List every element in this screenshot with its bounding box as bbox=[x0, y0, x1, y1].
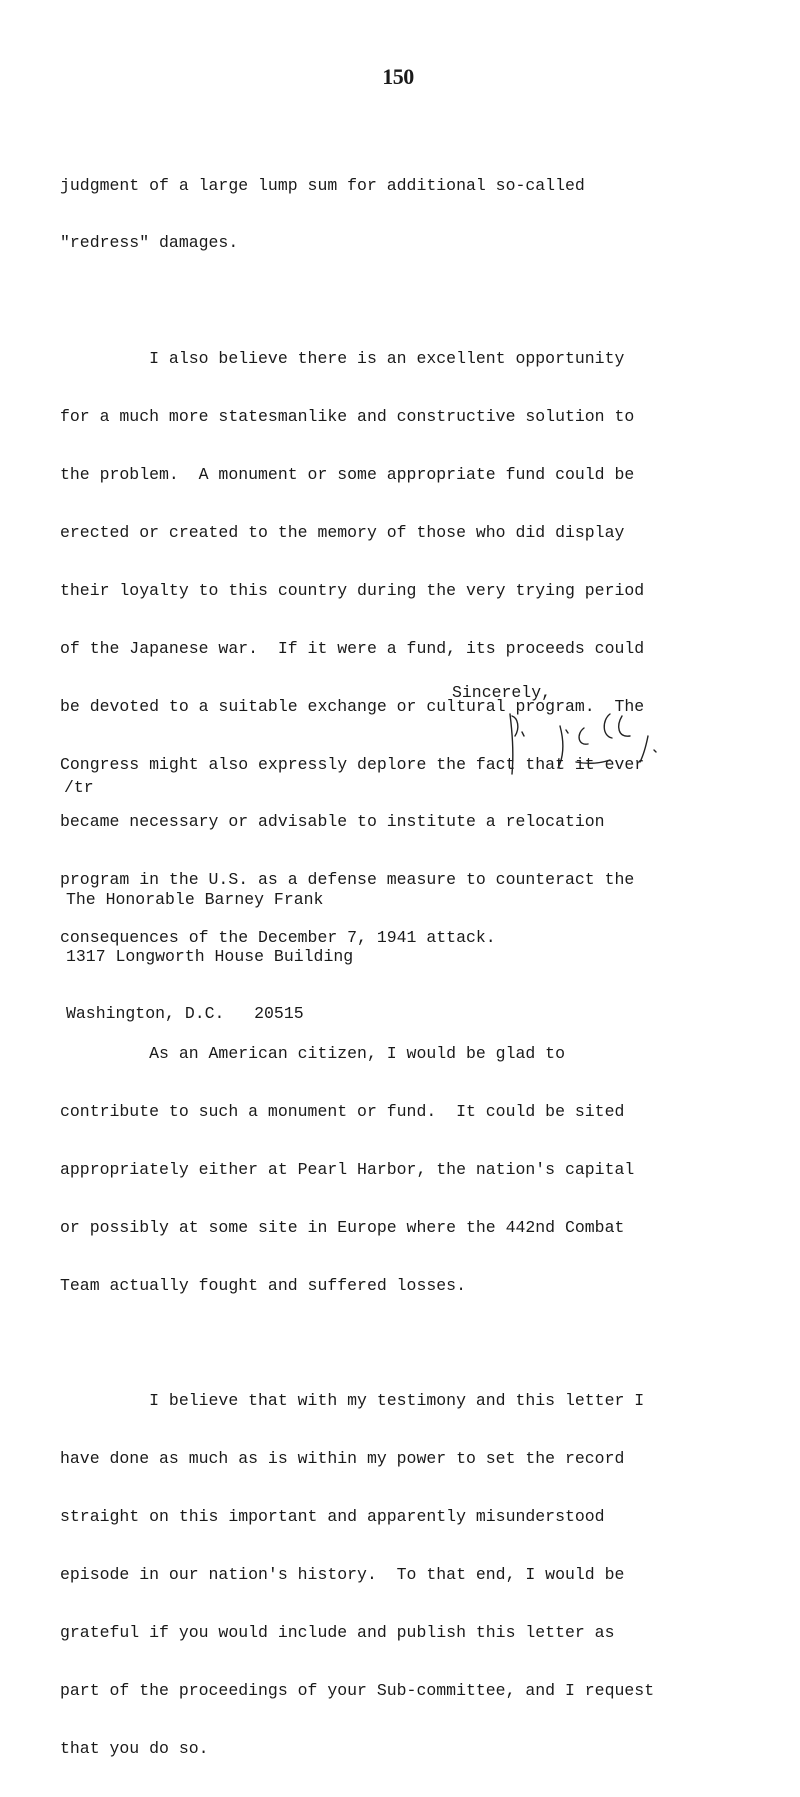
text-line: episode in our nation's history. To that end, I would be bbox=[60, 1564, 625, 1584]
text-line: consequences of the December 7, 1941 attack. bbox=[60, 928, 496, 948]
text-line: erected or created to the memory of those who did display bbox=[60, 522, 625, 542]
handwritten-signature bbox=[498, 706, 698, 786]
text-line: for a much more statesmanlike and constructive solution to bbox=[60, 407, 635, 427]
closing: Sincerely, bbox=[452, 683, 552, 702]
text-line: As an American citizen, I would be glad to bbox=[60, 1043, 565, 1063]
typist-initials: /tr bbox=[64, 778, 94, 797]
paragraph-testimony bbox=[60, 1353, 760, 1797]
paragraph-american-citizen bbox=[60, 1005, 760, 1333]
text-line: the problem. A monument or some appropriate fund could be bbox=[60, 465, 635, 485]
text-line: judgment of a large lump sum for additional so-called bbox=[60, 175, 585, 195]
text-line: part of the proceedings of your Sub-committee, and I request bbox=[60, 1680, 655, 1700]
text-line: that you do so. bbox=[60, 1738, 209, 1758]
recipient-address bbox=[66, 852, 353, 1042]
text-line: or possibly at some site in Europe where the 442nd Combat bbox=[60, 1217, 625, 1237]
recipient-city: Washington, D.C. 20515 bbox=[66, 1004, 304, 1023]
text-line: I also believe there is an excellent opportunity bbox=[60, 349, 625, 369]
text-line: I believe that with my testimony and this letter I bbox=[60, 1391, 645, 1411]
text-line: appropriately either at Pearl Harbor, the nation's capital bbox=[60, 1159, 635, 1179]
text-line: have done as much as is within my power to set the record bbox=[60, 1449, 625, 1469]
text-line: contribute to such a monument or fund. It could be sited bbox=[60, 1101, 625, 1121]
text-line: their loyalty to this country during the very trying period bbox=[60, 580, 645, 600]
text-line: Congress might also expressly deplore the fact that it ever bbox=[60, 754, 645, 774]
page-number: 150 bbox=[382, 64, 414, 89]
text-line: of the Japanese war. If it were a fund, its proceeds could bbox=[60, 638, 645, 658]
paragraph-redress-damages bbox=[60, 137, 760, 291]
text-line: became necessary or advisable to institute a relocation bbox=[60, 812, 605, 832]
text-line: be devoted to a suitable exchange or cultural program. The bbox=[60, 696, 645, 716]
text-line: Team actually fought and suffered losses. bbox=[60, 1275, 466, 1295]
text-line: program in the U.S. as a defense measure to counteract the bbox=[60, 870, 635, 890]
text-line: grateful if you would include and publish this letter as bbox=[60, 1622, 615, 1642]
recipient-street: 1317 Longworth House Building bbox=[66, 947, 354, 966]
recipient-name: The Honorable Barney Frank bbox=[66, 890, 324, 909]
text-line: "redress" damages. bbox=[60, 233, 239, 253]
text-line: straight on this important and apparently misunderstood bbox=[60, 1507, 605, 1527]
